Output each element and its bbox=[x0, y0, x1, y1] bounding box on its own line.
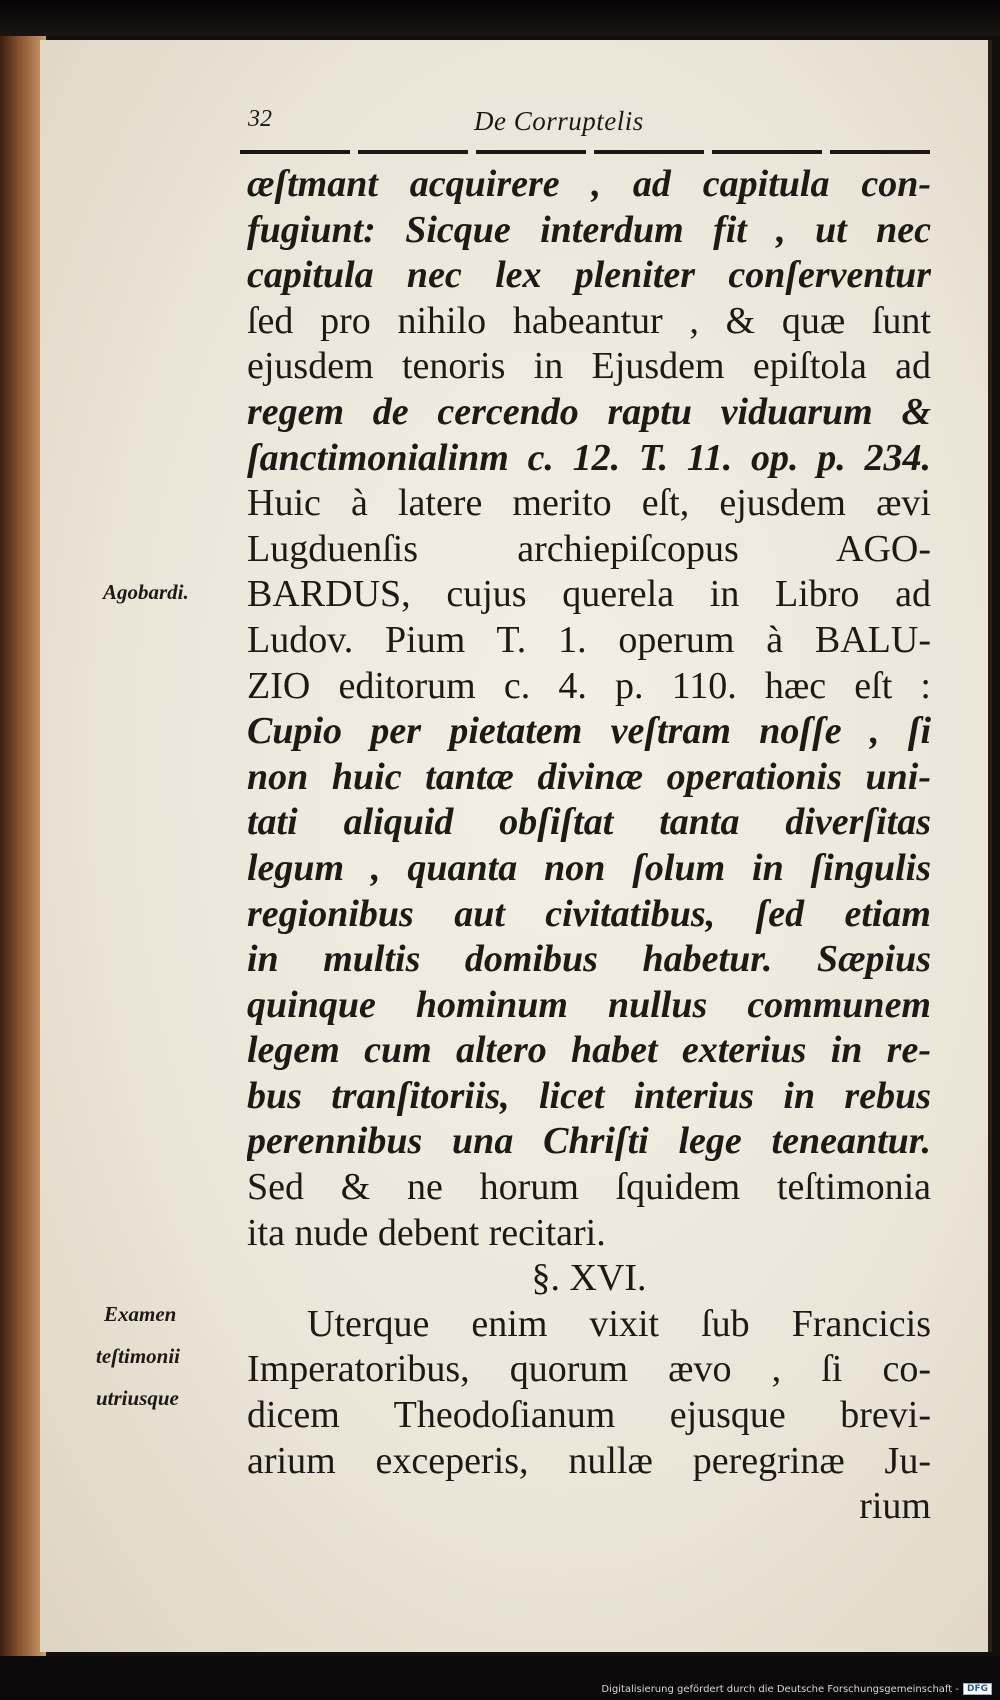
text-line: fugiunt: Sicque interdum fit , ut nec bbox=[247, 208, 931, 251]
text-line: arium exceperis, nullæ peregrinæ Ju- bbox=[247, 1439, 931, 1482]
text-line: ſed pro nihilo habeantur , & quæ ſunt bbox=[247, 299, 931, 342]
header-rule bbox=[240, 150, 930, 154]
text-line: dicem Theodoſianum ejusque brevi- bbox=[247, 1394, 931, 1437]
dfg-credit bbox=[601, 1683, 992, 1695]
text-line: Huic à latere merito eſt, ejusdem ævi bbox=[247, 482, 931, 525]
dfg-credit-text: Digitalisierung gefördert durch die Deutsche Forschungsgemeinschaft - bbox=[601, 1683, 959, 1695]
margin-note-examen: Examen bbox=[104, 1302, 177, 1326]
scan-top-edge bbox=[0, 0, 1000, 36]
text-line: æſtmant acquirere , ad capitula con- bbox=[247, 163, 931, 205]
running-title: De Corruptelis bbox=[474, 106, 644, 136]
text-line: quinque hominum nullus communem bbox=[247, 983, 931, 1026]
text-line: capitula nec lex pleniter conſerventur bbox=[247, 254, 931, 297]
margin-note-testimonii: teſtimonii bbox=[96, 1344, 180, 1368]
section-heading: §. XVI. bbox=[531, 1257, 647, 1300]
text-line: ita nude debent recitari. bbox=[247, 1211, 606, 1254]
text-line: Ludov. Pium T. 1. operum à BALU- bbox=[247, 618, 931, 661]
text-line: legem cum altero habet exterius in re- bbox=[247, 1029, 931, 1072]
page-header bbox=[248, 106, 920, 146]
text-line: non huic tantæ divinæ operationis uni- bbox=[247, 755, 931, 798]
text-line: regionibus aut civitatibus, ſed etiam bbox=[247, 892, 931, 935]
text-line: Uterque enim vixit ſub Francicis bbox=[307, 1302, 931, 1345]
text-line: in multis domibus habetur. Sæpius bbox=[247, 938, 931, 981]
text-line: ZIO editorum c. 4. p. 110. hæc eſt : bbox=[247, 664, 931, 707]
dfg-logo: DFG bbox=[963, 1683, 992, 1695]
margin-note-agobardi: Agobardi. bbox=[103, 580, 189, 604]
text-line: BARDUS, cujus querela in Libro ad bbox=[247, 573, 931, 616]
text-line: perennibus una Chriſti lege teneantur. bbox=[247, 1120, 931, 1163]
body-text bbox=[247, 162, 931, 1530]
text-line: Cupio per pietatem veſtram noſſe , ſi bbox=[247, 710, 931, 753]
text-line: Imperatoribus, quorum ævo , ſi co- bbox=[247, 1348, 931, 1391]
text-line: Sed & ne horum ſquidem teſtimonia bbox=[247, 1166, 931, 1209]
text-line: Lugduenſis archiepiſcopus AGO- bbox=[247, 527, 931, 570]
page-number: 32 bbox=[248, 106, 272, 132]
footer-bar bbox=[0, 1656, 1000, 1700]
text-line: ejusdem tenoris in Ejusdem epiſtola ad bbox=[247, 345, 931, 388]
text-line: tati aliquid obſiſtat tanta diverſitas bbox=[247, 801, 931, 844]
text-line: bus tranſitoriis, licet interius in rebus bbox=[247, 1074, 931, 1117]
catchword: rium bbox=[859, 1485, 931, 1528]
margin-note-utriusque: utriusque bbox=[96, 1386, 179, 1410]
text-line: regem de cercendo raptu viduarum & bbox=[247, 390, 931, 433]
text-line: legum , quanta non ſolum in ſingulis bbox=[247, 846, 931, 889]
text-line: ſanctimonialinm c. 12. T. 11. op. p. 234. bbox=[247, 436, 931, 479]
